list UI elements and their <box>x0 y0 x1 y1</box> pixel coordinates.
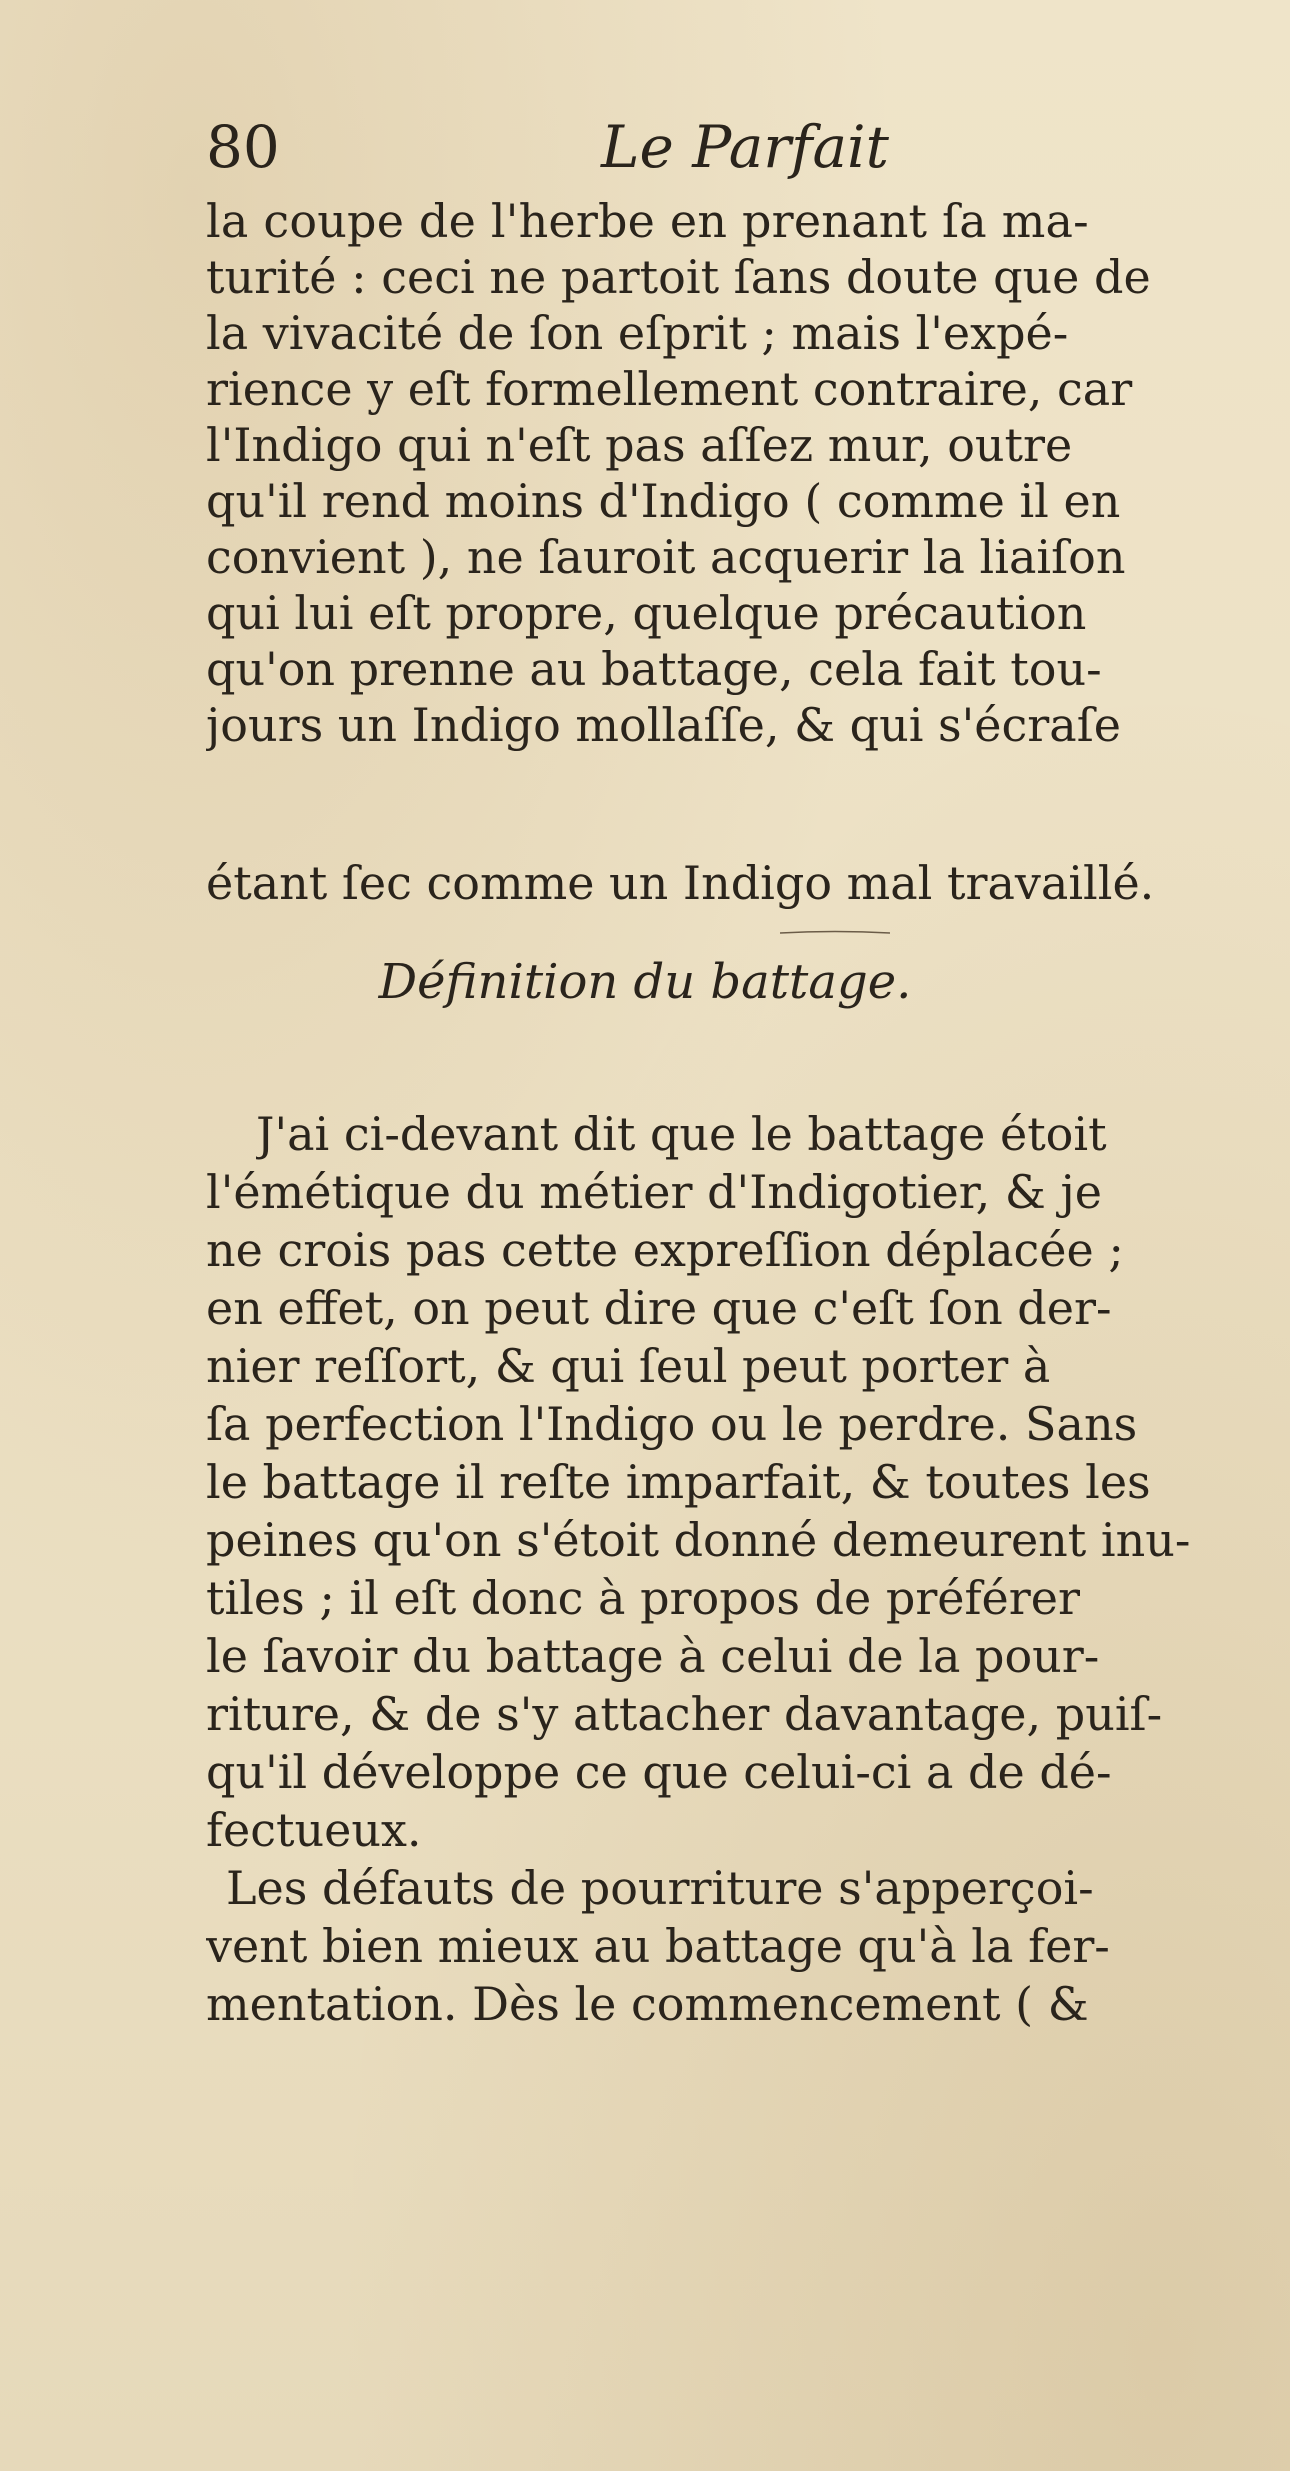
text-line: la coupe de l'herbe en prenant ſa ma- <box>206 194 1089 248</box>
text-line: qu'il développe ce que celui-ci a de dé- <box>206 1745 1112 1799</box>
text-line: convient ), ne ſauroit acquerir la liaiſon <box>206 530 1126 584</box>
text-line: rience y eſt formellement contraire, car <box>206 362 1133 416</box>
text-line: l'Indigo qui n'eſt pas aſſez mur, outre <box>206 418 1073 472</box>
text-line: riture, & de s'y attacher davantage, puiſ- <box>206 1687 1163 1741</box>
page-number: 80 <box>206 113 280 181</box>
ornament-divider <box>780 930 890 936</box>
running-title: Le Parfait <box>601 113 889 181</box>
text-line: Les défauts de pourriture s'apperçoi- <box>226 1861 1094 1915</box>
text-line: ſa perfection l'Indigo ou le perdre. Sans <box>206 1397 1138 1451</box>
text-line: la vivacité de ſon eſprit ; mais l'expé- <box>206 306 1069 360</box>
text-line: étant ſec comme un Indigo mal travaillé. <box>206 856 1155 910</box>
text-line: fectueux. <box>206 1803 422 1857</box>
text-line: peines qu'on s'étoit donné demeurent inu- <box>206 1513 1191 1567</box>
text-line: en effet, on peut dire que c'eſt ſon der- <box>206 1281 1112 1335</box>
text-line: l'émétique du métier d'Indigotier, & je <box>206 1165 1102 1219</box>
text-line: le battage il reſte imparfait, & toutes les <box>206 1455 1151 1509</box>
text-line: ne crois pas cette expreſſion déplacée ; <box>206 1223 1124 1277</box>
page-header <box>206 112 1086 182</box>
text-line: qu'il rend moins d'Indigo ( comme il en <box>206 474 1121 528</box>
text-line: qui lui eſt propre, quelque précaution <box>206 586 1087 640</box>
text-line: jours un Indigo mollaſſe, & qui s'écraſe <box>206 698 1121 752</box>
text-line: tiles ; il eſt donc à propos de préférer <box>206 1571 1080 1625</box>
text-line: qu'on prenne au battage, cela fait tou- <box>206 642 1102 696</box>
text-line: vent bien mieux au battage qu'à la fer- <box>206 1919 1110 1973</box>
text-line: J'ai ci-devant dit que le battage étoit <box>256 1107 1107 1161</box>
text-line: nier reſſort, & qui ſeul peut porter à <box>206 1339 1051 1393</box>
section-heading: Définition du battage. <box>378 954 912 1010</box>
text-line: turité : ceci ne partoit ſans doute que de <box>206 250 1151 304</box>
text-line: le ſavoir du battage à celui de la pour- <box>206 1629 1100 1683</box>
text-line: mentation. Dès le commencement ( & <box>206 1977 1089 2031</box>
